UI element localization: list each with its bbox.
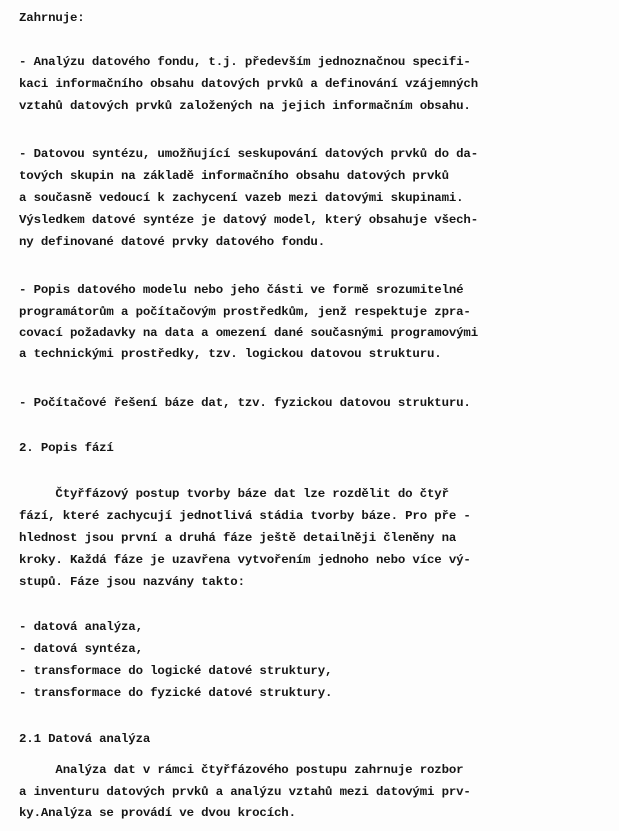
section21-paragraph-line1: Analýza dat v rámci čtyřfázového postupu zahrnuje rozbor <box>19 763 464 777</box>
bullet2-line2: tových skupin na základě informačního obsahu datových prvků <box>19 169 449 183</box>
phase-item-4: - transformace do fyzické datové struktury. <box>19 686 333 700</box>
intro-heading: Zahrnuje: <box>19 11 85 25</box>
bullet1-line3: vztahů datových prvků založených na jejich informačním obsahu. <box>19 99 471 113</box>
section2-heading: 2. Popis fází <box>19 441 114 455</box>
phase-item-3: - transformace do logické datové struktury, <box>19 664 333 678</box>
phase-item-1: - datová analýza, <box>19 620 143 634</box>
bullet2-line4: Výsledkem datové syntéze je datový model, který obsahuje všech- <box>19 213 478 227</box>
section21-paragraph-line3: ky.Analýza se provádí ve dvou krocích. <box>19 806 296 820</box>
bullet2-line3: a současně vedoucí k zachycení vazeb mezi datovými skupinami. <box>19 191 464 205</box>
bullet3-line3: covací požadavky na data a omezení dané současnými programovými <box>19 326 478 340</box>
section2-paragraph-line2: fází, které zachycují jednotlivá stádia tvorby báze. Pro pře - <box>19 509 471 523</box>
section2-paragraph-line1: Čtyřfázový postup tvorby báze dat lze rozdělit do čtyř <box>19 487 449 501</box>
bullet1-line2: kaci informačního obsahu datových prvků a definování vzájemných <box>19 77 478 91</box>
section2-paragraph-line4: kroky. Každá fáze je uzavřena vytvořením jednoho nebo více vý- <box>19 553 471 567</box>
section21-heading: 2.1 Datová analýza <box>19 732 151 746</box>
bullet3-line1: - Popis datového modelu nebo jeho části ve formě srozumitelné <box>19 283 464 297</box>
bullet3-line4: a technickými prostředky, tzv. logickou datovou strukturu. <box>19 347 442 361</box>
section21-paragraph-line2: a inventuru datových prvků a analýzu vztahů mezi datovými prv- <box>19 785 471 799</box>
section2-paragraph-line5: stupů. Fáze jsou nazvány takto: <box>19 575 245 589</box>
phase-item-2: - datová syntéza, <box>19 642 143 656</box>
section2-paragraph-line3: hlednost jsou první a druhá fáze ještě detailněji členěny na <box>19 531 457 545</box>
bullet2-line5: ny definované datové prvky datového fondu. <box>19 235 325 249</box>
bullet4-line1: - Počítačové řešení báze dat, tzv. fyzickou datovou strukturu. <box>19 396 471 410</box>
bullet3-line2: programátorům a počítačovým prostředkům, jenž respektuje zpra- <box>19 305 471 319</box>
bullet2-line1: - Datovou syntézu, umožňující seskupování datových prvků do da- <box>19 147 478 161</box>
bullet1-line1: - Analýzu datového fondu, t.j. především jednoznačnou specifi- <box>19 55 471 69</box>
